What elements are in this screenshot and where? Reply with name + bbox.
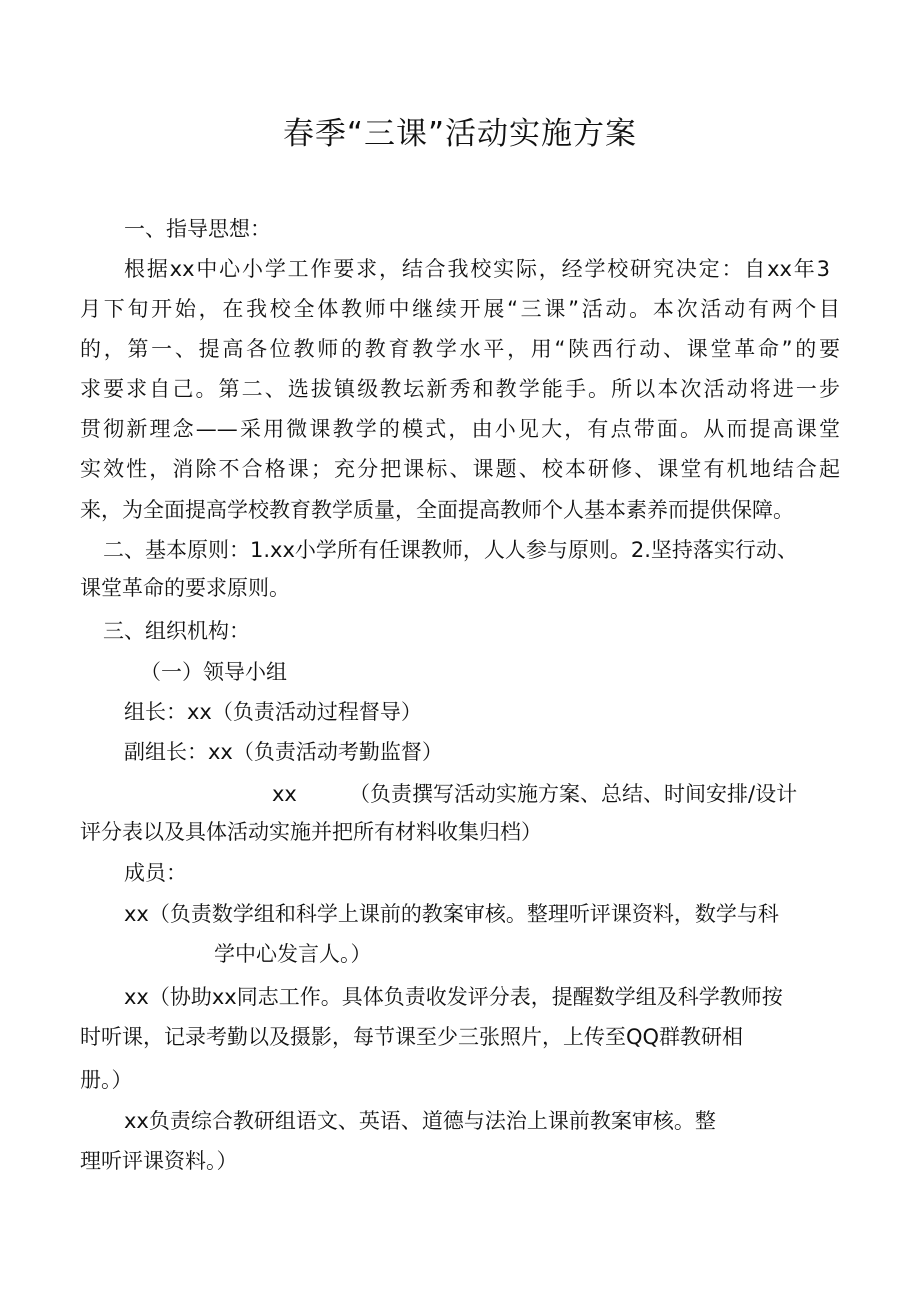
- paragraph-line: 的，第一、提高各位教师的教育教学水平，用“陕西行动、课堂革命”的要: [80, 337, 840, 361]
- heading-guiding-thought: 一、指导思想：: [124, 217, 271, 241]
- heading-organization: 三、组织机构：: [103, 619, 250, 643]
- document-title: 春季“三课”活动实施方案: [282, 116, 638, 152]
- member-entry: xx负责综合教研组语文、英语、道德与法治上课前教案审核。整: [124, 1109, 716, 1133]
- paragraph-line: 月下旬开始，在我校全体教师中继续开展“三课”活动。本次活动有两个目: [80, 297, 840, 321]
- paragraph-line: 根据xx中心小学工作要求，结合我校实际，经学校研究决定：自xx年3: [124, 257, 830, 281]
- member-entry: xx（协助xx同志工作。具体负责收发评分表，提醒数学组及科学教师按: [124, 985, 783, 1009]
- subheading-leading-group: （一）领导小组: [140, 660, 287, 684]
- member-entry: xx（负责数学组和科学上课前的教案审核。整理听评课资料，数学与科: [124, 902, 779, 926]
- paragraph-line: 评分表以及具体活动实施并把所有材料收集归档）: [80, 820, 542, 844]
- deputy-leader: 副组长：xx（负责活动考勤监督）: [124, 740, 443, 764]
- paragraph-line: 时听课，记录考勤以及摄影，每节课至少三张照片，上传至QQ群教研相: [80, 1025, 744, 1049]
- paragraph-line: 求要求自己。第二、选拔镇级教坛新秀和教学能手。所以本次活动将进一步: [80, 377, 840, 401]
- paragraph-line: 贯彻新理念——采用微课教学的模式，由小见大，有点带面。从而提高课堂: [80, 417, 840, 441]
- paragraph-line: 学中心发言人。）: [214, 942, 372, 966]
- paragraph-line: 实效性，消除不合格课；充分把课标、课题、校本研修、课堂有机地结合起: [80, 457, 840, 481]
- paragraph-line: 册。）: [80, 1068, 133, 1092]
- group-leader: 组长：xx（负责活动过程督导）: [124, 700, 422, 724]
- members-heading: 成员：: [124, 861, 187, 885]
- member-name: xx: [272, 782, 297, 806]
- heading-basic-principles: 二、基本原则：1.xx小学所有任课教师，人人参与原则。2.坚持落实行动、: [103, 538, 798, 562]
- paragraph-line: 课堂革命的要求原则。: [80, 576, 290, 600]
- paragraph-line: 来，为全面提高学校教育教学质量，全面提高教师个人基本素养而提供保障。: [80, 498, 794, 522]
- paragraph-line: 理听评课资料。）: [80, 1149, 238, 1173]
- paragraph-line: （负责撰写活动实施方案、总结、时间安排/设计: [349, 782, 798, 806]
